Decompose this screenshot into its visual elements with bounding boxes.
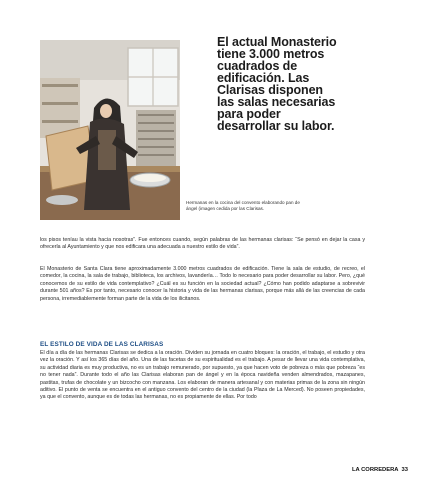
body-paragraph-2: El Monasterio de Santa Clara tiene aproximadamente 3.000 metros cuadrados de edificación. Tiene la sala de estudio, de recreo, el comedor, la cocina, la sala de trabajo, biblioteca, los archivos, lavandería… Todo lo necesario para poder desarrollar su labor. Pero, ¿qué conocemos de su estilo de vida contemplativo? ¿Cuál es su función en la sociedad actual? ¿Cómo han podido adaptarse a sobrevivir durante 501 años? Es por tanto, necesario conocer la historia y vida de las hermanas clarisas, porque más allá de las creencias de cada persona, irremediablemente forman parte de la vida de los ilicitanos.	[40, 266, 365, 302]
kitchen-photo-illustration	[40, 40, 180, 220]
body-paragraph-3: El día a día de las hermanas Clarisas se dedica a la oración. Dividen su jornada en cuatro bloques: la oración, el trabajo, el estudio y otra vez la oración. Y así los 365 días del año. Una de las facetas de su espiritualidad es el trabajo. A pesar de llevar una vida contemplativa, su actividad diaria es muy productiva, no es un trabajo remunerado, por supuesto, ya que hacen voto de pobreza o más que pobreza “es no tener nada”. Durante todo el año las Clarisas elaboran pan de ángel y en la época navideña venden almendrados, mazapanes, pastitas, trufas de chocolate y un bizcocho con manzana. Los elaboran de manera artesanal y con materias primas de la zona sin ningún aditivo. El punto de venta se encuentra en el antiguo convento del centro de la ciudad (la Plaza de La Merced). No poseen propiedades, ya que el convento, aunque es de todas las hermanas, no es propiamente de ellas. Por todo	[40, 350, 365, 401]
kitchen-photo	[40, 40, 180, 220]
body-paragraph-1: los pisos teníau la vista hacia nosotras”. Fue entonces cuando, según palabras de las hermanas clarisas: “Se pensó en dejar la casa y ofrecerla al Ayuntamiento y que nos edificara una adecuada a nuestro estilo de vida”.	[40, 237, 365, 251]
pull-quote: El actual Monasterio tiene 3.000 metros cuadrados de edificación. Las Clarisas disponen las salas necesarias para poder desarrollar su labor.	[217, 35, 337, 133]
section-heading: EL ESTILO DE VIDA DE LAS CLARISAS	[40, 341, 164, 348]
page-footer	[352, 467, 408, 473]
magazine-name: LA CORREDERA	[352, 467, 399, 473]
page-number: 33	[401, 467, 408, 473]
photo-caption: Hermanas en la cocina del convento elaborando pan de ángel (imagen cedida por las Clarisas.	[186, 200, 300, 211]
